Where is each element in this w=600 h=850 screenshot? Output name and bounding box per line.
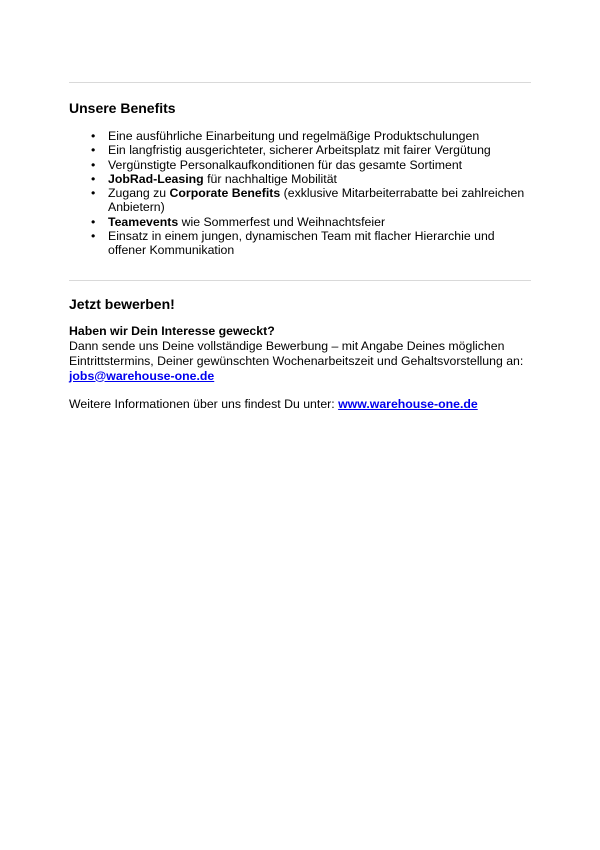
benefit-text-segment: Corporate Benefits xyxy=(169,186,281,201)
more-info-line xyxy=(69,397,531,412)
benefit-item xyxy=(69,215,531,229)
application-instructions: Dann sende uns Deine vollständige Bewerbung – mit Angabe Deines möglichen Eintrittstermins, Deiner gewünschten Wochenarbeitszeit und Gehaltsvorstellung an: xyxy=(69,338,524,368)
benefit-text-segment: JobRad-Leasing xyxy=(108,171,204,186)
benefits-list xyxy=(69,129,531,258)
benefit-item xyxy=(69,172,531,186)
benefit-text-segment: Ein langfristig ausgerichteter, sicherer Arbeitsplatz mit fairer Vergütung xyxy=(108,143,491,158)
benefit-text-segment: Teamevents xyxy=(108,214,179,229)
benefit-text-segment: Zugang zu xyxy=(108,186,170,201)
apply-heading: Jetzt bewerben! xyxy=(69,295,175,312)
benefit-item xyxy=(69,186,531,215)
benefit-text-segment: Vergünstigte Personalkaufkonditionen für das gesamte Sortiment xyxy=(108,157,463,172)
benefit-text-segment: Eine ausführliche Einarbeitung und regelmäßige Produktschulungen xyxy=(108,129,480,143)
benefit-text-segment: Einsatz in einem jungen, dynamischen Team mit flacher Hierarchie und offener Kommunikation xyxy=(108,229,495,258)
more-info-text: Weitere Informationen über uns findest Du unter: xyxy=(69,396,339,411)
email-link[interactable]: jobs@warehouse-one.de xyxy=(69,368,215,383)
benefit-text-segment: für nachhaltige Mobilität xyxy=(203,171,337,186)
benefit-item xyxy=(69,129,531,143)
benefit-item xyxy=(69,229,531,258)
middle-divider xyxy=(69,280,531,281)
document-content xyxy=(0,0,600,412)
top-divider xyxy=(69,82,531,83)
benefit-text-segment: wie Sommerfest und Weihnachtsfeier xyxy=(178,214,386,229)
benefit-item xyxy=(69,143,531,157)
interest-question: Haben wir Dein Interesse geweckt? xyxy=(69,323,275,338)
benefit-item xyxy=(69,158,531,172)
website-link[interactable]: www.warehouse-one.de xyxy=(338,396,478,411)
benefits-heading: Unsere Benefits xyxy=(69,100,176,116)
benefit-text-segment: (exklusive Mitarbeiterrabatte bei zahlreichen Anbietern) xyxy=(108,186,525,215)
